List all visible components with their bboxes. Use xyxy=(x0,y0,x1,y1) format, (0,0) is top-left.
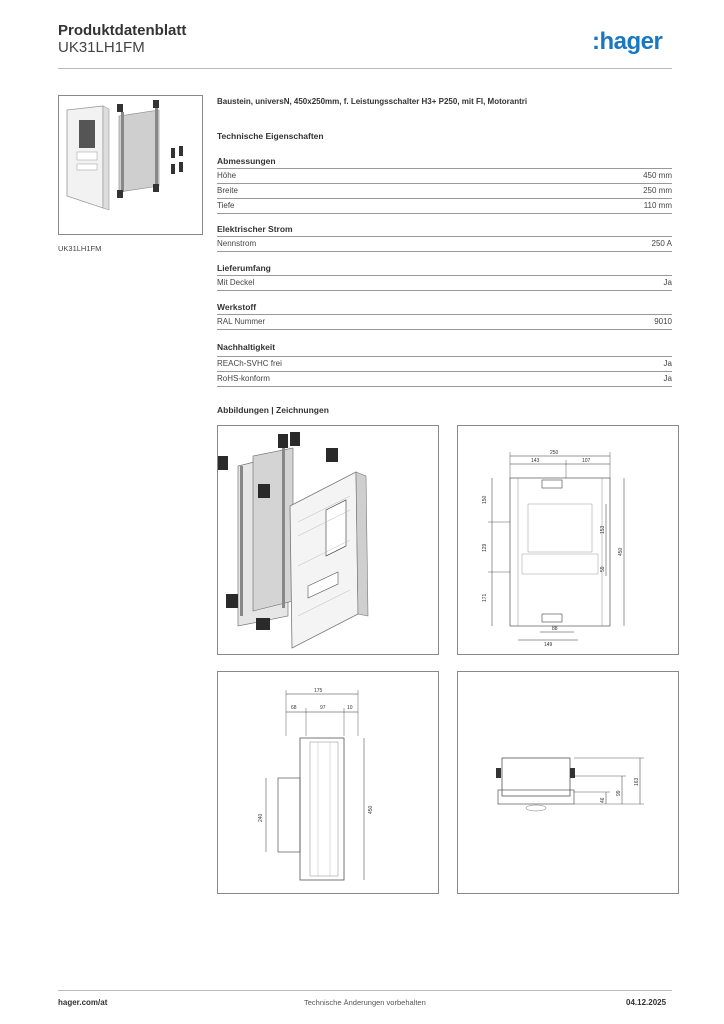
thumbnail-label: UK31LH1FM xyxy=(58,244,102,253)
dim-46: 46 xyxy=(600,797,606,803)
dim-68: 68 xyxy=(291,705,297,711)
product-description: Baustein, universN, 450x250mm, f. Leistungsschalter H3+ P250, mit FI, Motorantri xyxy=(217,97,528,106)
row-value: Ja xyxy=(663,374,672,383)
dim-143: 143 xyxy=(531,458,540,464)
row-key: RoHS-konform xyxy=(217,374,270,383)
page-title: Produktdatenblatt xyxy=(58,22,187,39)
footer-notice: Technische Änderungen vorbehalten xyxy=(304,998,426,1007)
dim-163: 163 xyxy=(634,777,640,786)
dim-150: 150 xyxy=(482,495,488,504)
row-value: 450 mm xyxy=(643,171,672,180)
section-title-delivery: Lieferumfang xyxy=(217,263,271,273)
side-dimension-drawing xyxy=(218,672,438,893)
dim-129: 129 xyxy=(482,543,488,552)
dim-99: 99 xyxy=(616,790,622,796)
row-key: RAL Nummer xyxy=(217,317,266,326)
row-key: Höhe xyxy=(217,171,237,180)
dim-153: 153 xyxy=(600,525,606,534)
table-row xyxy=(217,356,672,371)
table-row xyxy=(217,198,672,214)
row-key: REACh-SVHC frei xyxy=(217,359,282,368)
row-value: 250 A xyxy=(651,239,672,248)
figure-front-drawing xyxy=(457,425,679,655)
table-row xyxy=(217,314,672,330)
figure-isometric xyxy=(217,425,439,655)
figure-side-drawing xyxy=(217,671,439,894)
section-title-dimensions: Abmessungen xyxy=(217,156,276,166)
logo-text: hager xyxy=(599,28,663,55)
section-title-material: Werkstoff xyxy=(217,302,257,312)
section-title-electrical: Elektrischer Strom xyxy=(217,224,293,234)
dim-175: 175 xyxy=(314,688,323,694)
product-thumbnail xyxy=(58,95,203,235)
figures-heading: Abbildungen | Zeichnungen xyxy=(217,405,329,415)
row-key: Tiefe xyxy=(217,201,235,210)
hager-logo: :hager xyxy=(592,28,663,55)
footer-website-link[interactable]: hager.com/at xyxy=(58,998,108,1007)
row-value: Ja xyxy=(663,359,672,368)
dim-10: 10 xyxy=(347,705,353,711)
section-title-sustainability: Nachhaltigkeit xyxy=(217,342,276,352)
dim-side-450: 450 xyxy=(368,805,374,814)
dim-240: 240 xyxy=(258,813,264,822)
dim-171: 171 xyxy=(482,593,488,602)
row-key: Nennstrom xyxy=(217,239,257,248)
figure-top-drawing xyxy=(457,671,679,894)
row-value: 110 mm xyxy=(643,201,672,210)
header-divider xyxy=(58,68,672,69)
footer-date: 04.12.2025 xyxy=(626,998,667,1007)
dim-88: 88 xyxy=(552,626,558,632)
row-value: Ja xyxy=(663,278,672,287)
dim-59: 59 xyxy=(600,566,606,572)
product-code: UK31LH1FM xyxy=(58,39,145,56)
dim-450: 450 xyxy=(618,547,624,556)
technical-properties-heading: Technische Eigenschaften xyxy=(217,131,324,141)
table-row xyxy=(217,168,672,183)
table-row xyxy=(217,236,672,252)
row-key: Mit Deckel xyxy=(217,278,255,287)
table-row xyxy=(217,371,672,387)
footer-divider xyxy=(58,990,672,991)
table-row xyxy=(217,275,672,291)
front-dimension-drawing xyxy=(458,426,678,654)
top-dimension-drawing xyxy=(458,672,678,893)
isometric-drawing xyxy=(218,426,438,654)
dim-149: 149 xyxy=(544,642,553,648)
dim-97: 97 xyxy=(320,705,326,711)
row-key: Breite xyxy=(217,186,238,195)
row-value: 250 mm xyxy=(643,186,672,195)
product-thumbnail-image xyxy=(59,96,202,234)
dim-107: 107 xyxy=(582,458,591,464)
dim-250: 250 xyxy=(550,450,559,456)
row-value: 9010 xyxy=(654,317,672,326)
table-row xyxy=(217,183,672,198)
